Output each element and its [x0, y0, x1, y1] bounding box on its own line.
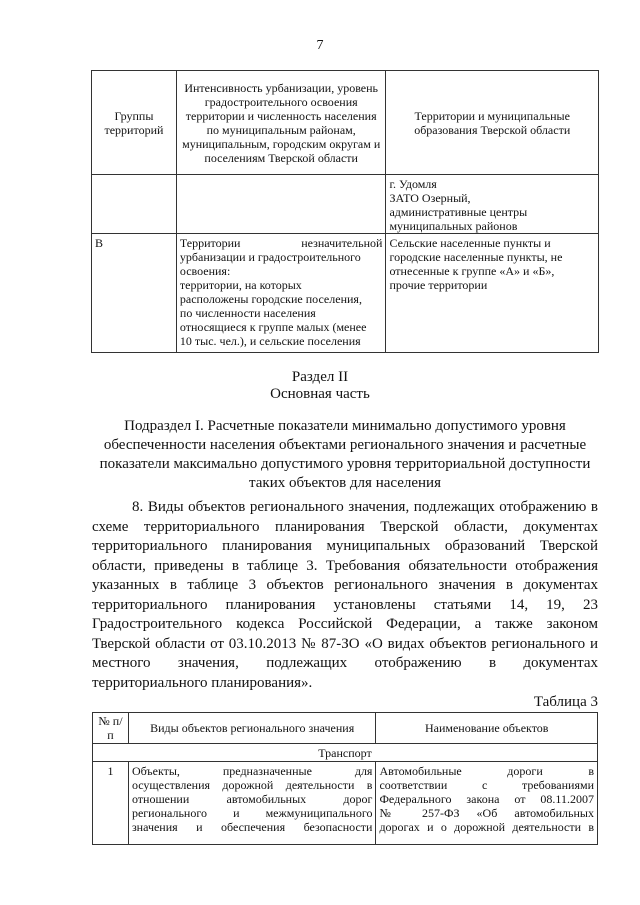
table-cell-territories: [386, 234, 599, 353]
paragraph-8: [92, 498, 598, 693]
header-number: № п/п: [93, 713, 129, 744]
cell-line: г. Удомля: [389, 177, 437, 191]
cell-line: городские населенные пункты, не: [389, 250, 563, 264]
table-section-row: [93, 744, 598, 762]
cell-line: отнесенные к группе «А» и «Б»,: [389, 264, 555, 278]
cell-line: по численности населения: [179, 306, 316, 320]
header-urbanization: Интенсивность урбанизации, уровень градостроительного освоения территории и численность населения по муниципальным районам, муниципальным, городским округам и поселениям Тверской области: [176, 71, 386, 175]
subsection-heading: Подраздел I. Расчетные показатели минимально допустимого уровня обеспеченности населения объектами регионального значения и расчетные показатели максимально допустимого уровня территориальной доступности таких объектов для населения: [99, 418, 591, 491]
header-groups: Группы территорий: [92, 71, 177, 175]
cell-line: муниципальных районов: [389, 219, 518, 233]
cell-line: № 257-ФЗ «Об автомобильных: [379, 806, 594, 820]
cell-line: осуществления дорожной деятельности в: [131, 778, 373, 792]
table-cell-cities: [386, 175, 599, 234]
table-cell-group: В: [92, 234, 177, 353]
header-object-names: Наименование объектов: [376, 713, 598, 744]
cell-line: ЗАТО Озерный,: [389, 191, 471, 205]
section-transport: Транспорт: [93, 744, 598, 762]
cell-line: урбанизации и градостроительного: [179, 250, 361, 264]
cell-line: Федерального закона от 08.11.2007: [379, 792, 594, 806]
header-object-types: Виды объектов регионального значения: [128, 713, 376, 744]
regional-objects-table: [92, 712, 598, 845]
table-caption: Таблица 3: [533, 694, 598, 710]
cell-line: 10 тыс. чел.), и сельские поселения: [179, 334, 361, 348]
table-cell-object-name: [376, 762, 598, 845]
cell-line: относящиеся к группе малых (менее: [179, 320, 367, 334]
section-title: Раздел II: [291, 369, 349, 385]
cell-line: Сельские населенные пункты и: [389, 236, 551, 250]
cell-line: Объекты, предназначенные для: [131, 764, 373, 778]
page-number: 7: [316, 38, 324, 53]
cell-line: территории, на которых: [179, 278, 302, 292]
table-row: [93, 762, 598, 845]
paragraph-text: 8. Виды объектов регионального значения, подлежащих отображению в схеме территориального планирования Тверской области, документах территориального планирования муниципальных образований Тверской области, приведены в таблице 3. Требования обязательности отображения указанных в таблице 3 объектов регионального значения в документах территориального планирования установлены статьями 14, 19, 23 Градостроительного кодекса Российской Федерации, а также законом Тверской области от 03.10.2013 № 87-ЗО «О видах объектов регионального и местного значения, подлежащих отображению в документах территориального планирования».: [92, 499, 598, 691]
cell-line: регионального и межмуниципального: [131, 806, 373, 820]
table-header-row: [92, 71, 599, 175]
table-cell-description: [176, 234, 386, 353]
cell-line: прочие территории: [389, 278, 488, 292]
cell-line: освоения:: [179, 264, 231, 278]
section-subtitle: Основная часть: [270, 386, 370, 402]
table-cell-empty: [92, 175, 177, 234]
table-cell-object-type: [128, 762, 376, 845]
cell-line: соответствии с требованиями: [379, 778, 594, 792]
groups-table: [91, 70, 599, 353]
table-row: [92, 175, 599, 234]
table-header-row: [93, 713, 598, 744]
cell-line: административные центры: [389, 205, 528, 219]
cell-line: дорогах и о дорожной деятельности в: [379, 820, 594, 834]
table-row: [92, 234, 599, 353]
header-territories: Территории и муниципальные образования Тверской области: [386, 71, 599, 175]
cell-line: расположены городские поселения,: [179, 292, 362, 306]
cell-line: Территории незначительной: [179, 236, 383, 250]
cell-line: Автомобильные дороги в: [379, 764, 594, 778]
table-cell-empty: [176, 175, 386, 234]
row-number: 1: [93, 762, 129, 845]
cell-line: отношении автомобильных дорог: [131, 792, 373, 806]
cell-line: значения и обеспечения безопасности: [131, 820, 373, 834]
